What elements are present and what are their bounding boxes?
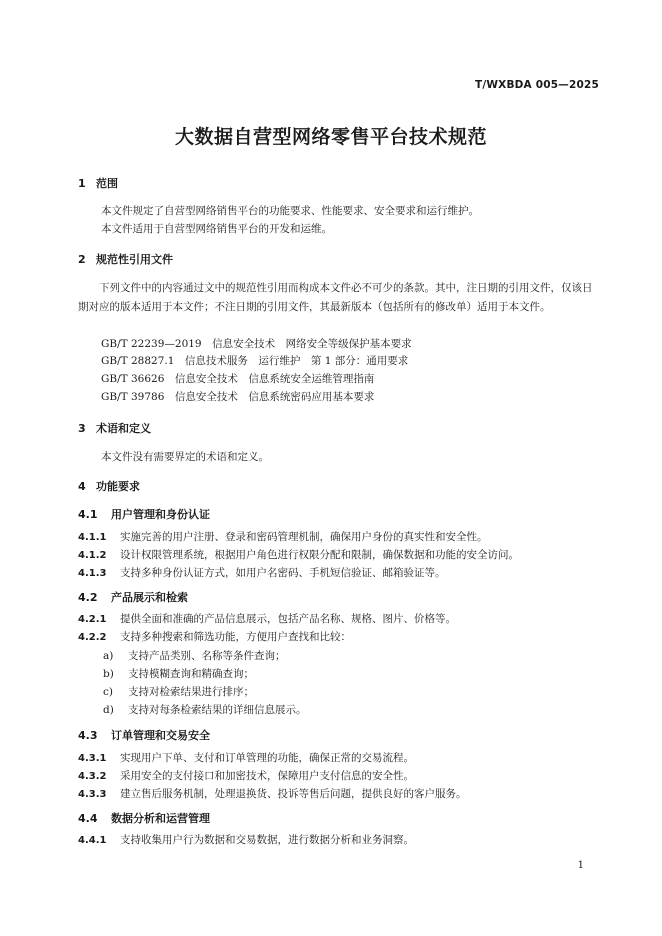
clause-item	[78, 768, 414, 783]
document-title: 大数据自营型网络零售平台技术规范	[174, 126, 487, 148]
section-2-heading	[78, 251, 173, 267]
reference-item: GB/T 39786 信息安全技术 信息系统密码应用基本要求	[101, 391, 375, 403]
clause-item	[78, 565, 446, 580]
reference-item: GB/T 22239—2019 信息安全技术 网络安全等级保护基本要求	[101, 338, 412, 350]
subsection-4-3-heading	[78, 727, 210, 743]
paragraph: 下列文件中的内容通过文中的规范性引用而构成本文件必不可少的条款。其中，注日期的引用文件，仅该日期对应的版本适用于本文件；不注日期的引用文件，其最新版本（包括所有的修改单）适用于本文件。	[78, 282, 593, 313]
section-4-heading	[78, 478, 140, 494]
subsection-title: 用户管理和身份认证	[111, 508, 210, 521]
list-marker: c)	[103, 686, 113, 698]
clause-text: 实施完善的用户注册、登录和密码管理机制，确保用户身份的真实性和安全性。	[120, 531, 488, 543]
page-number: 1	[577, 860, 584, 871]
clause-text: 设计权限管理系统，根据用户角色进行权限分配和限制，确保数据和功能的安全访问。	[120, 549, 519, 561]
subsection-title: 订单管理和交易安全	[111, 729, 210, 742]
subsection-4-4-heading	[78, 810, 210, 826]
clause-item	[78, 786, 467, 801]
clause-text: 提供全面和准确的产品信息展示，包括产品名称、规格、图片、价格等。	[120, 613, 456, 625]
clause-number: 4.1.3	[78, 568, 107, 579]
reference-item: GB/T 36626 信息安全技术 信息系统安全运维管理指南	[101, 373, 375, 385]
paragraph: 本文件没有需要界定的术语和定义。	[101, 451, 269, 463]
clause-text: 实现用户下单、支付和订单管理的功能，确保正常的交易流程。	[120, 752, 414, 764]
clause-number: 4.2.2	[78, 632, 107, 643]
list-text: 支持模糊查询和精确查询；	[128, 668, 254, 680]
section-number: 1	[78, 177, 86, 190]
clause-number: 4.3.3	[78, 789, 107, 800]
clause-item	[78, 547, 519, 562]
clause-text: 采用安全的支付接口和加密技术，保障用户支付信息的安全性。	[120, 770, 414, 782]
subsection-4-1-heading	[78, 506, 210, 522]
section-title: 范围	[96, 177, 118, 190]
list-item	[103, 702, 307, 717]
clause-number: 4.4.1	[78, 835, 107, 846]
clause-number: 4.3.1	[78, 753, 107, 764]
clause-item	[78, 529, 488, 544]
list-marker: a)	[103, 650, 114, 662]
clause-item	[78, 629, 351, 644]
section-title: 规范性引用文件	[96, 253, 173, 266]
clause-item	[78, 832, 414, 847]
list-item	[103, 666, 254, 681]
clause-number: 4.1.1	[78, 532, 107, 543]
subsection-number: 4.2	[78, 591, 98, 604]
clause-text: 建立售后服务机制，处理退换货、投诉等售后问题，提供良好的客户服务。	[120, 788, 467, 800]
section-3-heading	[78, 420, 151, 436]
section-title: 术语和定义	[96, 422, 151, 435]
clause-text: 支持多种搜索和筛选功能，方便用户查找和比较：	[120, 631, 351, 643]
subsection-title: 数据分析和运营管理	[111, 812, 210, 825]
list-text: 支持产品类别、名称等条件查询；	[128, 650, 286, 662]
clause-number: 4.2.1	[78, 614, 107, 625]
paragraph: 本文件规定了自营型网络销售平台的功能要求、性能要求、安全要求和运行维护。	[101, 205, 479, 217]
list-marker: b)	[103, 668, 114, 680]
reference-item: GB/T 28827.1 信息技术服务 运行维护 第 1 部分：通用要求	[101, 355, 409, 367]
subsection-number: 4.3	[78, 729, 98, 742]
clause-item	[78, 611, 456, 626]
subsection-4-2-heading	[78, 589, 188, 605]
list-item	[103, 684, 254, 699]
clause-number: 4.3.2	[78, 771, 107, 782]
section-number: 3	[78, 422, 86, 435]
section-number: 2	[78, 253, 86, 266]
clause-number: 4.1.2	[78, 550, 107, 561]
standard-code: T/WXBDA 005—2025	[474, 79, 599, 91]
section-title: 功能要求	[96, 480, 140, 493]
list-item	[103, 648, 286, 663]
clause-text: 支持多种身份认证方式，如用户名密码、手机短信验证、邮箱验证等。	[120, 567, 446, 579]
subsection-number: 4.1	[78, 508, 98, 521]
list-marker: d)	[103, 704, 114, 716]
subsection-title: 产品展示和检索	[111, 591, 188, 604]
clause-item	[78, 750, 414, 765]
section-number: 4	[78, 480, 86, 493]
subsection-number: 4.4	[78, 812, 98, 825]
section-1-heading	[78, 175, 118, 191]
paragraph: 本文件适用于自营型网络销售平台的开发和运维。	[101, 223, 332, 235]
clause-text: 支持收集用户行为数据和交易数据，进行数据分析和业务洞察。	[120, 834, 414, 846]
list-text: 支持对每条检索结果的详细信息展示。	[128, 704, 307, 716]
list-text: 支持对检索结果进行排序；	[128, 686, 254, 698]
